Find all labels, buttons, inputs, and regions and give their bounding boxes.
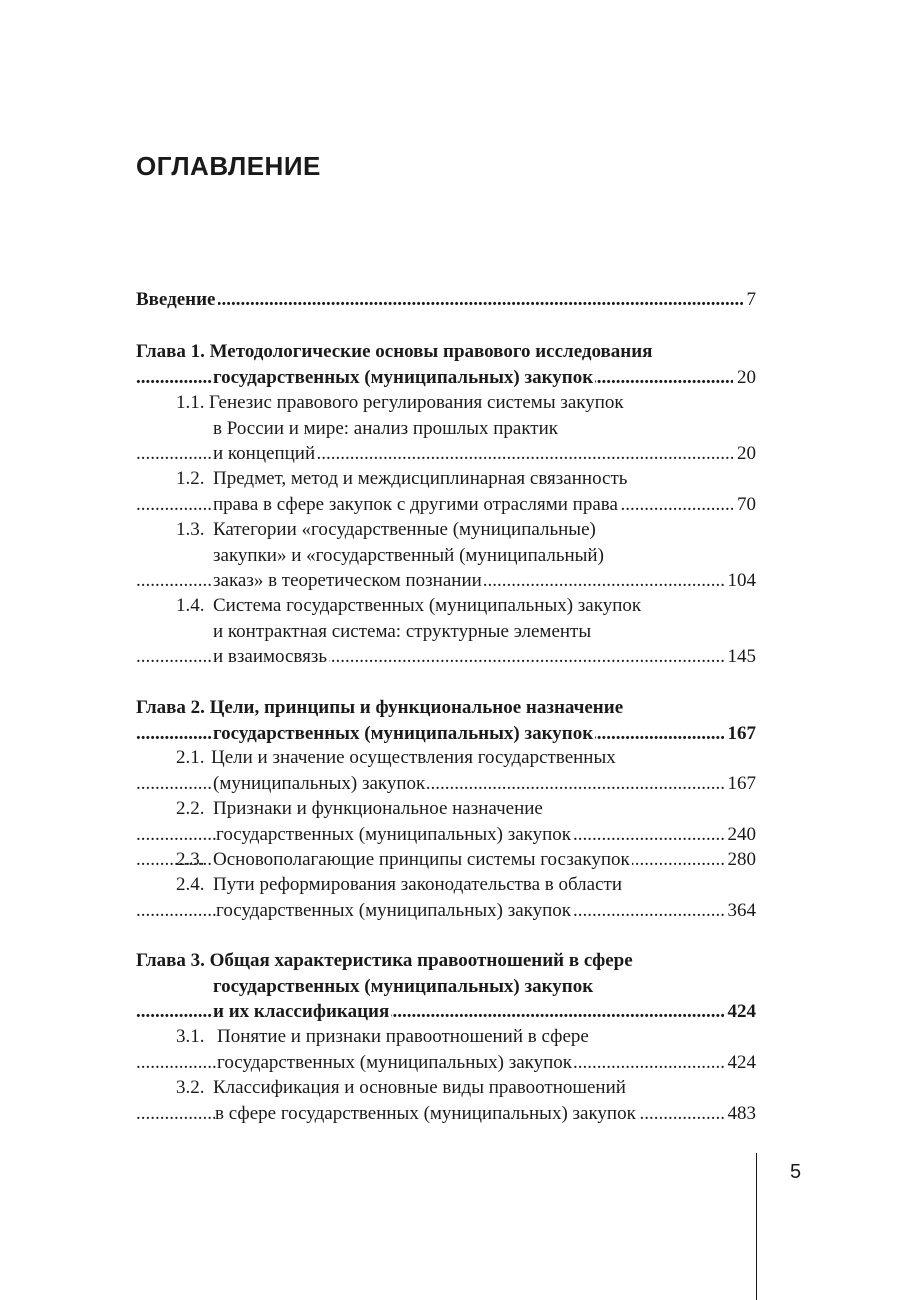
toc-page-number: 167 [724, 771, 757, 797]
toc-chapter-2[interactable] [136, 695, 756, 746]
toc-section-1-4[interactable] [136, 593, 756, 670]
toc-page-number: 240 [724, 822, 757, 848]
chapter-label: Глава 1. [136, 341, 205, 362]
section-title-line: государственных (муниципальных) закупок [216, 823, 572, 845]
section-title-line: Понятие и признаки правоотношений в сфере [217, 1026, 589, 1047]
section-title-line: Основополагающие принципы системы госзакупок [213, 849, 630, 870]
toc-page-number: 424 [724, 999, 757, 1025]
margin-rule [756, 1153, 757, 1300]
section-title-line: заказ» в теоретическом познании [213, 570, 482, 591]
section-number: 2.3. [176, 849, 205, 870]
section-title-line: Система государственных (муниципальных) закупок [213, 595, 642, 616]
section-title-line: Генезис правового регулирования системы закупок [209, 392, 624, 413]
toc-page-number: 20 [733, 441, 756, 467]
section-number: 2.4. [176, 874, 205, 895]
section-number: 1.4. [176, 595, 205, 616]
section-title-line: Признаки и функциональное назначение [213, 798, 543, 819]
section-number: 2.2. [176, 798, 205, 819]
toc-page-number: 104 [724, 568, 757, 594]
toc-section-1-1[interactable] [136, 390, 756, 467]
toc-page-number: 20 [733, 365, 756, 391]
section-title-line: и контрактная система: структурные элементы [213, 620, 592, 642]
section-title-line: закупки» и «государственный (муниципальный) [213, 544, 604, 566]
section-title-line: Предмет, метод и междисциплинарная связанность [213, 468, 628, 489]
toc-page-number: 145 [724, 644, 757, 670]
toc-section-2-3[interactable] [136, 847, 756, 873]
toc-page-number: 483 [724, 1101, 757, 1127]
chapter-title-line: и их классификация [213, 1001, 390, 1022]
section-number: 1.1. [176, 392, 205, 413]
section-number: 2.1. [176, 747, 205, 768]
toc-section-1-3[interactable] [136, 517, 756, 594]
chapter-label: Глава 3. [136, 950, 205, 971]
chapter-title-line: государственных (муниципальных) закупок [213, 975, 594, 997]
toc-page-number: 70 [733, 492, 756, 518]
chapter-title-line: Методологические основы правового исследования [209, 341, 653, 362]
section-title-line: права в сфере закупок с другими отраслями права [213, 493, 618, 515]
toc-section-3-1[interactable] [136, 1024, 756, 1075]
chapter-title-line: Общая характеристика правоотношений в сфере [209, 950, 633, 971]
toc-section-1-2[interactable] [136, 466, 756, 517]
section-title-line: и взаимосвязь [213, 646, 328, 667]
section-title-line: государственных (муниципальных) закупок [216, 899, 572, 921]
toc-section-3-2[interactable] [136, 1075, 756, 1126]
section-title-line: Классификация и основные виды правоотношений [213, 1077, 626, 1098]
toc-section-2-2[interactable] [136, 796, 756, 847]
toc-page-number: 364 [724, 898, 757, 924]
section-number: 1.2. [176, 468, 205, 489]
section-title-line: Пути реформирования законодательства в области [213, 874, 622, 895]
section-title-line: (муниципальных) закупок [213, 772, 426, 794]
toc-page-number: 7 [743, 287, 757, 313]
section-number: 3.2. [176, 1077, 205, 1098]
chapter-title-line: Цели, принципы и функциональное назначение [209, 697, 624, 718]
chapter-title-line: государственных (муниципальных) закупок [213, 366, 594, 388]
toc-section-2-4[interactable] [136, 872, 756, 923]
section-title-line: государственных (муниципальных) закупок [217, 1051, 573, 1073]
section-title-line: Цели и значение осуществления государственных [211, 747, 616, 768]
chapter-label: Глава 2. [136, 697, 205, 718]
section-title-line: в сфере государственных (муниципальных) закупок [215, 1102, 636, 1124]
chapter-title-line: государственных (муниципальных) закупок [213, 722, 594, 744]
toc-chapter-3[interactable] [136, 948, 756, 1025]
section-title-line: в России и мире: анализ прошлых практик [213, 417, 558, 439]
page-number: 5 [790, 1161, 802, 1183]
page-title: ОГЛАВЛЕНИЕ [136, 151, 321, 181]
toc-page-number: 424 [724, 1050, 757, 1076]
section-title-line: и концепций [213, 443, 316, 464]
toc-section-2-1[interactable] [136, 745, 756, 796]
toc-page-number: 167 [724, 721, 757, 747]
toc-chapter-1[interactable] [136, 339, 756, 390]
toc-page-number: 280 [724, 847, 757, 873]
section-title-line: Категории «государственные (муниципальные) [213, 519, 596, 540]
section-number: 3.1. [176, 1026, 205, 1047]
section-number: 1.3. [176, 519, 205, 540]
toc-entry-title: Введение [136, 289, 216, 310]
toc-entry-intro[interactable] [136, 287, 756, 313]
